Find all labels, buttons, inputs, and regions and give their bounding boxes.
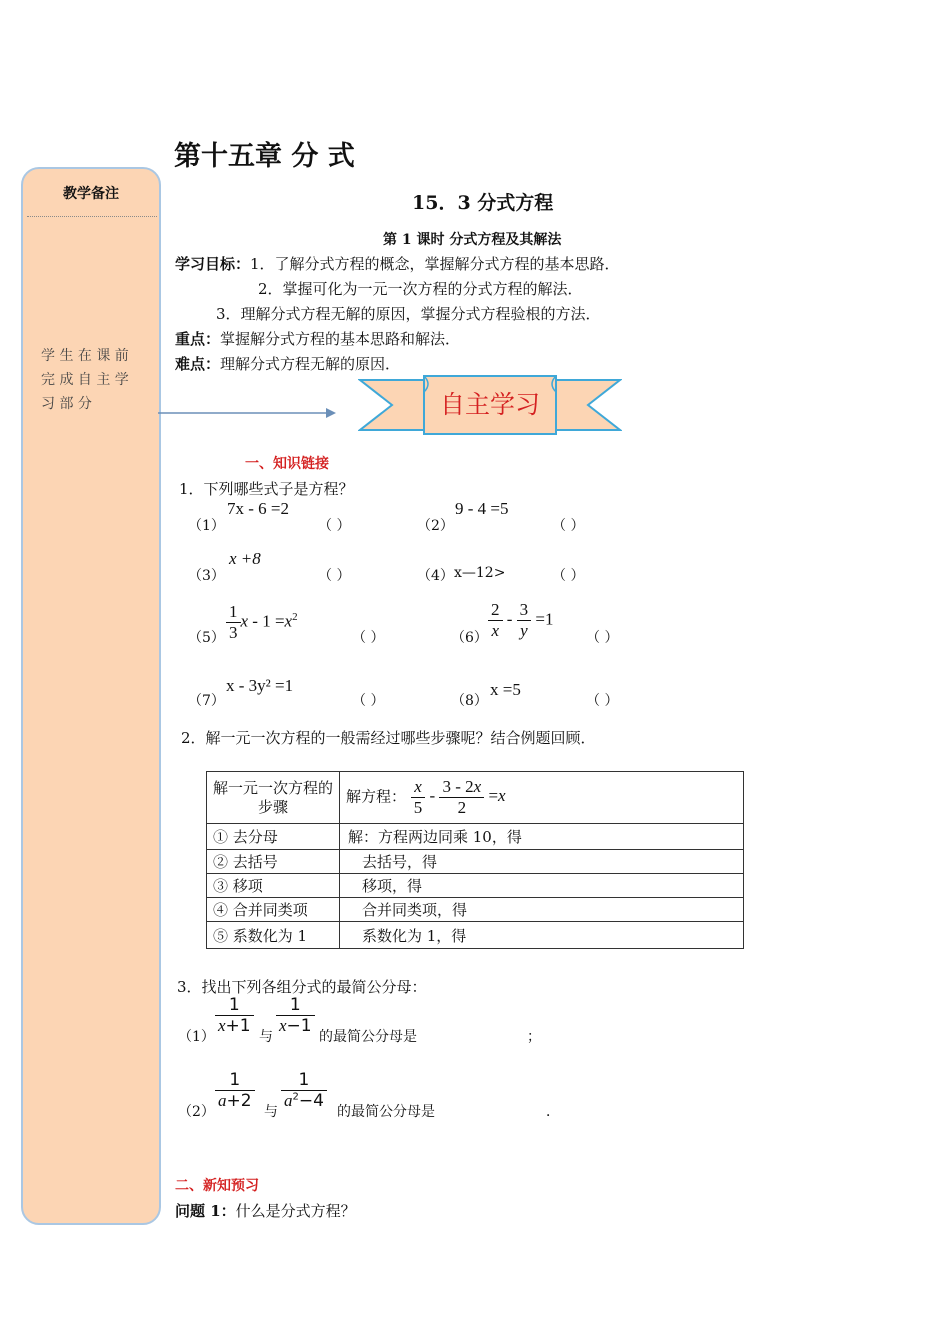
item-number: （2）: [178, 1104, 215, 1120]
table-row: [207, 824, 744, 850]
work-cell: 移项，得: [340, 874, 744, 898]
key-point: [175, 328, 460, 349]
objectives-label: 学习目标：: [175, 255, 251, 273]
difficulty-text: 理解分式方程无解的原因．: [220, 355, 401, 373]
sidebar-header: 教学备注: [63, 186, 119, 202]
table-header-right: 解方程： $\frac{x}{5}$ - $\frac{3 - 2x}{2}$ =x: [340, 772, 744, 824]
banner-text: 自主学习: [439, 390, 540, 419]
step-cell: ③ 移项: [207, 874, 340, 898]
work-cell: 合并同类项，得: [340, 898, 744, 922]
sidebar-notes: [21, 167, 161, 1225]
question-label: 问题 1：: [175, 1202, 236, 1220]
q3-1-end: ；: [527, 1029, 541, 1045]
item-number: （6）: [451, 630, 488, 646]
work-cell: 系数化为 1，得: [340, 922, 744, 949]
work-cell: 解：方程两边同乘 10，得: [340, 824, 744, 850]
item-number: （3）: [188, 568, 225, 584]
answer-blank: （ ）: [552, 518, 585, 534]
question-3: 3．找出下列各组分式的最简公分母：: [177, 978, 427, 996]
table-header-left: 解一元一次方程的步骤: [207, 772, 340, 824]
expression: x +8: [229, 549, 261, 568]
section-title: 15．3 分式方程: [412, 192, 554, 214]
question-1: 1．下列哪些式子是方程？: [179, 480, 354, 498]
sidebar-note: [41, 344, 129, 416]
difficulty: [175, 353, 400, 374]
expression: x =5: [490, 680, 521, 699]
part2-heading: 二、新知预习: [175, 1178, 259, 1194]
key-point-label: 重点：: [175, 330, 221, 348]
fraction-4: $\frac{1}{a^2-4}$: [281, 1070, 327, 1111]
answer-blank: （ ）: [586, 693, 619, 709]
item-number: （2）: [417, 518, 454, 534]
objective-item: 3．理解分式方程无解的原因，掌握分式方程验根的方法．: [216, 305, 601, 323]
key-point-text: 掌握解分式方程的基本思路和解法．: [220, 330, 461, 348]
answer-blank: （ ）: [352, 693, 385, 709]
table-row: [207, 850, 744, 874]
q3-1-text: 的最简公分母是: [319, 1029, 417, 1045]
fraction-1: $\frac{1}{x+1}$: [215, 995, 254, 1036]
table-row: [207, 874, 744, 898]
work-cell: 去括号，得: [340, 850, 744, 874]
question-2: 2．解一元一次方程的一般需经过哪些步骤呢？结合例题回顾．: [181, 729, 596, 747]
chapter-title: 第十五章 分 式: [174, 141, 355, 172]
step-cell: ① 去分母: [207, 824, 340, 850]
expression: 7x - 6 =2: [227, 499, 289, 518]
sidebar-note-line: 学 生 在 课 前: [41, 348, 129, 364]
table-header-label: 解方程：: [346, 787, 407, 806]
answer-blank: （ ）: [586, 630, 619, 646]
difficulty-label: 难点：: [175, 355, 221, 373]
sidebar-note-line: 习 部 分: [41, 396, 92, 412]
expression: x—12>: [454, 565, 506, 581]
question-text: 什么是分式方程？: [235, 1202, 356, 1220]
objectives-line-1: [175, 253, 620, 274]
q3-2-end: ．: [546, 1104, 560, 1120]
q3-2-text: 的最简公分母是: [337, 1104, 435, 1120]
steps-table: [206, 771, 744, 949]
expression-6: $\frac{2}{x}$ - $\frac{3}{y}$ =1: [488, 600, 554, 641]
table-row: [207, 898, 744, 922]
sidebar-divider: [27, 216, 157, 217]
expression-5: $\frac{1}{3}$ $x - 1 =x^2$: [226, 602, 298, 643]
answer-blank: （ ）: [318, 568, 351, 584]
item-number: （7）: [188, 693, 225, 709]
objective-item: 2．掌握可化为一元一次方程的分式方程的解法．: [258, 280, 583, 298]
step-cell: ⑤ 系数化为 1: [207, 922, 340, 949]
expression: x - 3y² =1: [226, 676, 294, 695]
step-cell: ② 去括号: [207, 850, 340, 874]
question-new-1: [175, 1200, 356, 1221]
item-number: （1）: [178, 1029, 215, 1045]
step-cell: ④ 合并同类项: [207, 898, 340, 922]
answer-blank: （ ）: [352, 630, 385, 646]
part1-heading: 一、知识链接: [245, 456, 329, 472]
item-number: （4）: [417, 568, 454, 584]
conjunction: 与: [264, 1104, 278, 1120]
arrow-right-icon: [158, 406, 338, 420]
table-row: [207, 922, 744, 949]
sidebar-note-line: 完 成 自 主 学: [41, 372, 129, 388]
fraction-3: $\frac{1}{a+2}$: [215, 1070, 255, 1111]
item-number: （1）: [188, 518, 225, 534]
lesson-title: 第 1 课时 分式方程及其解法: [383, 232, 562, 248]
fraction-2: $\frac{1}{x-1}$: [276, 995, 315, 1036]
item-number: （8）: [451, 693, 488, 709]
answer-blank: （ ）: [318, 518, 351, 534]
conjunction: 与: [259, 1029, 273, 1045]
answer-blank: （ ）: [552, 568, 585, 584]
expression: 9 - 4 =5: [455, 499, 509, 518]
objective-item: 1．了解分式方程的概念，掌握解分式方程的基本思路．: [250, 255, 620, 273]
item-number: （5）: [188, 630, 225, 646]
